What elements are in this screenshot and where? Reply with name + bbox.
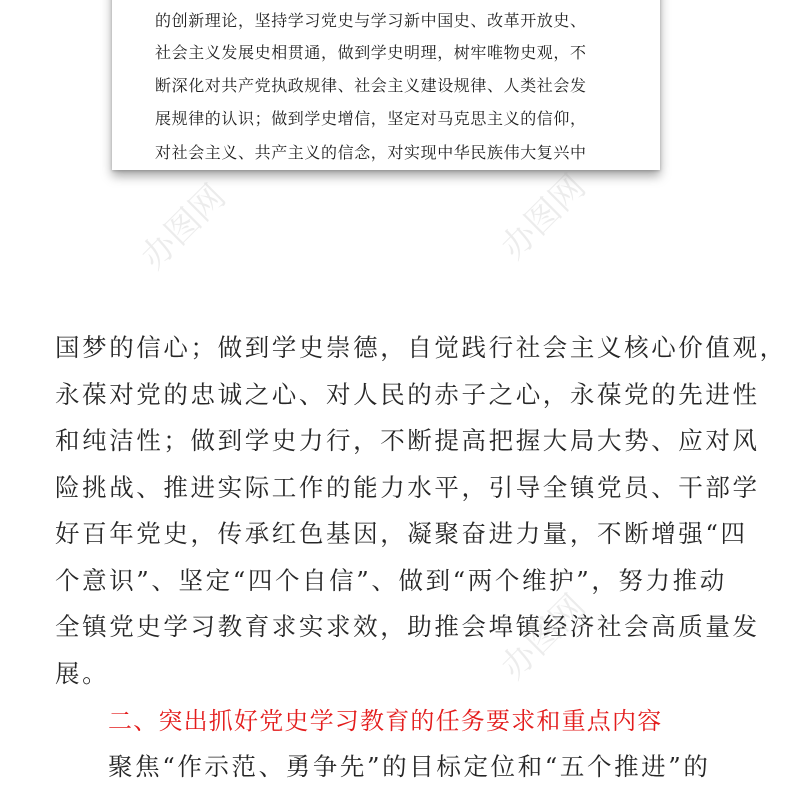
card-text-line: 断深化对共产党执政规律、社会主义建设规律、人类社会发 bbox=[155, 76, 587, 95]
body-text-line: 险挑战、推进实际工作的能力水平，引导全镇党员、干部学 bbox=[55, 473, 760, 502]
body-text-line: 国梦的信心；做到学史崇德，自觉践行社会主义核心价值观， bbox=[55, 333, 787, 362]
card-text-line: 对社会主义、共产主义的信念，对实现中华民族伟大复兴中 bbox=[155, 143, 587, 162]
card-text-line: 社会主义发展史相贯通，做到学史明理，树牢唯物史观，不 bbox=[155, 43, 587, 62]
body-text-line: 全镇党史学习教育求实求效，助推会埠镇经济社会高质量发 bbox=[55, 612, 760, 641]
body-text-line: 好百年党史，传承红色基因，凝聚奋进力量，不断增强“四 bbox=[55, 519, 748, 548]
section-heading: 二、突出抓好党史学习教育的任务要求和重点内容 bbox=[108, 707, 663, 735]
body-text-line: 和纯洁性；做到学史力行，不断提高把握大局大势、应对风 bbox=[55, 426, 760, 455]
body-text-line: 聚焦“作示范、勇争先”的目标定位和“五个推进”的 bbox=[108, 752, 711, 781]
watermark: 办图网 bbox=[493, 586, 594, 688]
body-text-line: 个意识”、坚定“四个自信”、做到“两个维护”，努力推动 bbox=[55, 566, 727, 595]
card-text-line: 的创新理论，坚持学习党史与学习新中国史、改革开放史、 bbox=[155, 11, 587, 30]
body-text-line: 展。 bbox=[55, 659, 110, 688]
body-text-line: 永葆对党的忠诚之心、对人民的赤子之心，永葆党的先进性 bbox=[55, 380, 760, 409]
card-text-line: 展规律的认识；做到学史增信，坚定对马克思主义的信仰， bbox=[155, 109, 587, 128]
watermark: 办图网 bbox=[133, 176, 234, 278]
watermark: 办图网 bbox=[493, 166, 594, 268]
